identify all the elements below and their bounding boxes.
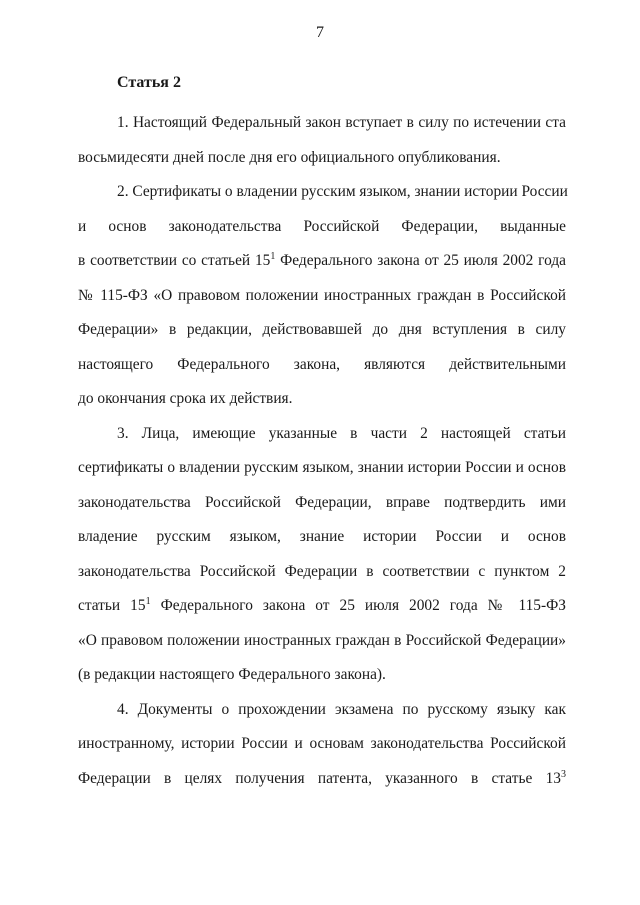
p2-line-5: Федерации» в редакции, действовавшей до дня вступления в силу [78,321,566,338]
p4-line-2: иностранному, истории России и основам законодательства Российской [78,735,566,752]
p3-line-6 [78,589,566,624]
p3-line-6-text-a: статьи 15 [78,597,146,614]
p3-line-8: (в редакции настоящего Федерального закона). [78,666,386,683]
p2-line-1: 2. Сертификаты о владении русским языком, знании истории России [117,183,568,200]
p2-line-3 [78,244,566,279]
p2-line-4: № 115-ФЗ «О правовом положении иностранных граждан в Российской [78,286,566,304]
p3-line-5: законодательства Российской Федерации в соответствии с пунктом 2 [78,562,566,580]
p4-line-1: 4. Документы о прохождении экзамена по русскому языку как [117,700,566,718]
p2-line-7: до окончания срока их действия. [78,390,293,407]
p2-line-3-text-b: Федерального закона от 25 июля 2002 года [275,252,567,269]
p4-line-3 [78,762,566,797]
page-number: 7 [316,24,324,41]
paragraph-4 [78,693,566,797]
p1-line-1: 1. Настоящий Федеральный закон вступает в силу по истечении ста [117,114,566,131]
p2-superscript: 1 [270,251,276,262]
p3-line-6-text-b: Федерального закона от 25 июля 2002 года № 115-ФЗ [150,597,566,614]
paragraph-2 [78,175,566,417]
document-body [78,106,566,796]
paragraph-3 [78,417,566,693]
p3-line-4: владение русским языком, знание истории России и основ [78,528,566,545]
paragraph-1 [78,106,566,175]
p1-line-2: восьмидесяти дней после дня его официального опубликования. [78,148,501,166]
p3-line-3: законодательства Российской Федерации, вправе подтвердить ими [78,493,566,511]
p4-superscript: 3 [561,768,566,780]
p2-line-3-text-a: в соответствии со статьей 15 [78,252,271,269]
p3-line-1: 3. Лица, имеющие указанные в части 2 настоящей статьи [117,424,566,442]
p2-line-2: и основ законодательства Российской Федерации, выданные [78,217,566,235]
article-title: Статья 2 [117,74,181,91]
p3-line-2: сертификаты о владении русским языком, знании истории России и основ [78,459,566,476]
p3-line-7: «О правовом положении иностранных граждан в Российской Федерации» [78,631,566,649]
p2-line-6: настоящего Федерального закона, являются действительными [78,355,566,373]
p3-superscript: 1 [145,596,151,607]
p4-line-3-text: Федерации в целях получения патента, указанного в статье 13 [78,769,561,787]
